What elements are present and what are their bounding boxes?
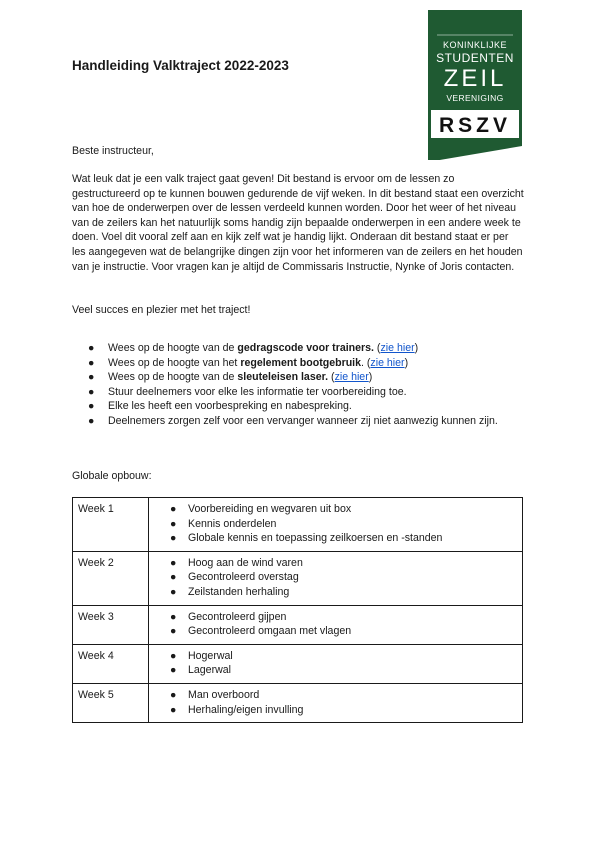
topic-text: Hogerwal — [188, 649, 233, 662]
topics-cell — [149, 644, 523, 683]
schedule-table — [72, 497, 523, 723]
topic-text: Globale kennis en toepassing zeilkoersen en -standen — [188, 532, 443, 545]
list-item — [154, 649, 517, 664]
instructions-list — [72, 341, 522, 429]
list-item: ● Elke les heeft een voorbespreking en nabespreking. — [88, 400, 352, 413]
table-row — [73, 683, 523, 722]
intro-paragraph: Wat leuk dat je een valk traject gaat geven! Dit bestand is ervoor om de lessen zo gestructureerd op te kunnen bouwen gedurende de vijf weken. In dit bestand staat een overzicht van hoe de onderwerpen over de lessen verdeeld kunnen worden. Door het weer of het niveau van de zeilers kan het natuurlijk soms handig zijn bepaalde onderwerpen in een andere week te doen. Voel dit vooral zelf aan en kijk zelf wat je handig lijkt. Onderaan dit bestand staat er per les aangegeven wat de belangrijke dingen zijn voor het informeren van de zeilers en het houden van je instructie. Voor vragen kan je altijd de Commissaris Instructie, Nynke of Joris contacten. — [72, 173, 524, 273]
topics-list — [154, 649, 517, 678]
list-item: ● Deelnemers zorgen zelf voor een vervanger wanneer zij niet aanwezig kunnen zijn. — [88, 414, 498, 427]
bullet-icon: ● — [170, 664, 177, 677]
week-cell: Week 2 — [73, 551, 149, 605]
logo-line1: KONINKLIJKE — [442, 40, 508, 50]
topics-list — [154, 556, 517, 600]
list-item — [154, 663, 517, 678]
topics-cell — [149, 498, 523, 552]
topic-text: Voorbereiding en wegvaren uit box — [188, 503, 352, 515]
bullet-icon: ● — [170, 532, 177, 545]
topics-cell — [149, 683, 523, 722]
list-item — [154, 688, 517, 703]
list-item — [154, 531, 517, 546]
logo-line2: STUDENTEN — [436, 51, 514, 65]
topics-list — [154, 502, 517, 546]
sleuteleisen-link[interactable]: zie hier — [334, 371, 369, 384]
bullet-icon: ● — [170, 625, 177, 638]
bullet-icon: ● — [88, 414, 95, 427]
topic-text: Gecontroleerd gijpen — [188, 610, 287, 623]
topic-text: Gecontroleerd overstag — [188, 571, 299, 584]
topic-text: Gecontroleerd omgaan met vlagen — [188, 625, 352, 638]
list-item — [154, 517, 517, 532]
logo-acronym: RSZV — [438, 114, 512, 137]
greeting: Beste instructeur, — [72, 145, 154, 157]
bullet-icon: ● — [170, 688, 177, 701]
bullet-icon: ● — [88, 356, 95, 369]
document-title: Handleiding Valktraject 2022-2023 — [72, 58, 289, 73]
list-item: ● Wees op de hoogte van de sleuteleisen laser. (zie hier) — [88, 371, 373, 384]
topic-text: Kennis onderdelen — [188, 517, 277, 530]
bullet-icon: ● — [88, 400, 95, 413]
logo-line4: VERENIGING — [446, 93, 504, 103]
topics-list — [154, 688, 517, 717]
list-item — [154, 585, 517, 600]
list-item — [154, 502, 517, 517]
bullet-icon: ● — [170, 503, 177, 515]
topics-cell — [149, 605, 523, 644]
table-row — [73, 551, 523, 605]
list-item — [154, 556, 517, 571]
week-cell: Week 5 — [73, 683, 149, 722]
gedragscode-link[interactable]: zie hier — [380, 342, 415, 354]
list-item — [154, 570, 517, 585]
table-row — [73, 644, 523, 683]
bullet-icon: ● — [170, 571, 177, 584]
week-cell: Week 4 — [73, 644, 149, 683]
topic-text: Hoog aan de wind varen — [188, 556, 303, 569]
regelement-link[interactable]: zie hier — [370, 356, 405, 369]
list-item: ● Wees op de hoogte van de gedragscode voor trainers. (zie hier) — [88, 342, 419, 354]
week-cell: Week 3 — [73, 605, 149, 644]
topics-cell — [149, 551, 523, 605]
topic-text: Zeilstanden herhaling — [188, 585, 290, 598]
topic-text: Man overboord — [188, 688, 260, 701]
logo-line3: ZEIL — [443, 65, 507, 92]
table-row — [73, 498, 523, 552]
bullet-icon: ● — [170, 649, 177, 662]
list-item — [154, 703, 517, 718]
bullet-icon: ● — [170, 703, 177, 716]
bullet-icon: ● — [88, 342, 95, 354]
bullet-icon: ● — [88, 371, 95, 384]
list-item — [154, 624, 517, 639]
list-item: ● Stuur deelnemers voor elke les informatie ter voorbereiding toe. — [88, 385, 407, 398]
table-row — [73, 605, 523, 644]
bullet-icon: ● — [170, 517, 177, 530]
bullet-icon: ● — [170, 556, 177, 569]
bullet-icon: ● — [170, 585, 177, 598]
list-item: ● Wees op de hoogte van het regelement bootgebruik. (zie hier) — [88, 356, 409, 369]
topic-text: Herhaling/eigen invulling — [188, 703, 304, 716]
bullet-icon: ● — [88, 385, 95, 398]
schedule-heading: Globale opbouw: — [72, 470, 152, 482]
good-luck-line: Veel succes en plezier met het traject! — [72, 304, 251, 316]
rszv-logo — [428, 10, 522, 160]
topic-text: Lagerwal — [188, 664, 231, 677]
week-cell: Week 1 — [73, 498, 149, 552]
list-item — [154, 610, 517, 625]
topics-list — [154, 610, 517, 639]
bullet-icon: ● — [170, 610, 177, 623]
